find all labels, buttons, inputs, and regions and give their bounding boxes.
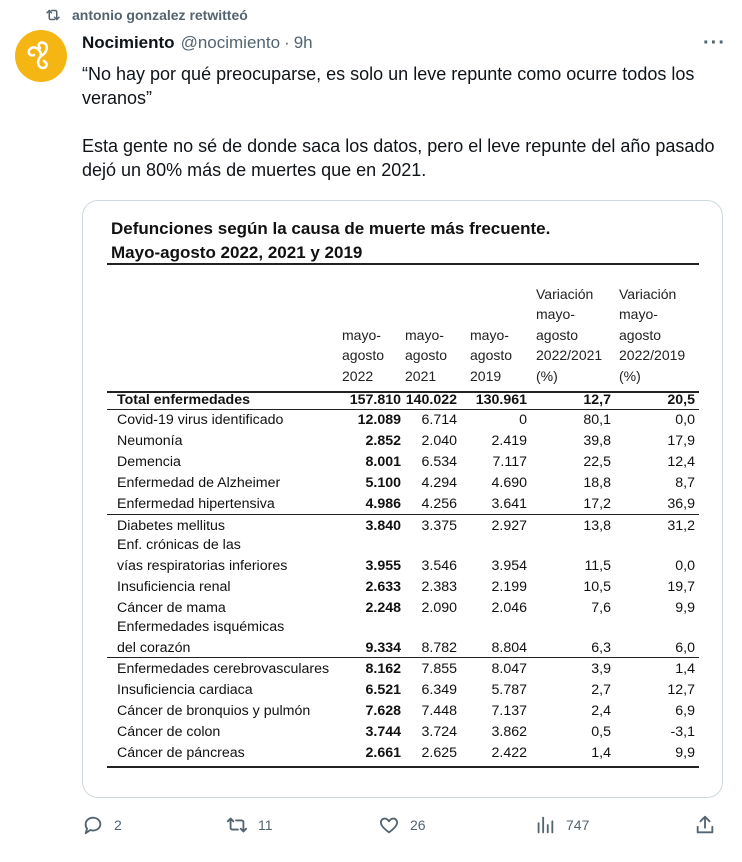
tweet-paragraph-2: Esta gente no sé de donde saca los datos, pero el leve repunte del año pasado dejó un 80% más de muertes que en 2021. <box>82 136 715 180</box>
table-row <box>107 681 699 702</box>
cell-var-2022-2021: 17,2 <box>583 496 611 512</box>
cell-var-2022-2021: 22,5 <box>583 454 611 470</box>
cell-mayo-2019: 130.961 <box>475 392 527 408</box>
header-line: mayo- <box>405 326 444 343</box>
cell-mayo-2019: 2.419 <box>491 433 527 449</box>
tweet-time[interactable]: 9h <box>293 33 313 52</box>
header-line: agosto <box>342 347 385 363</box>
table-row <box>107 474 699 495</box>
header-line: (%) <box>536 367 558 384</box>
cell-var-2022-2019: 8,7 <box>675 475 695 491</box>
header-line: agosto <box>619 326 662 343</box>
bottom-rule <box>107 766 699 768</box>
row-label: Cáncer de colon <box>117 724 221 740</box>
row-label: Enfermedades cerebrovasculares <box>117 661 330 677</box>
row-label: Neumonía <box>117 433 183 449</box>
cell-mayo-2021: 7.855 <box>421 661 457 677</box>
table-row <box>107 744 699 765</box>
retweet-icon <box>226 814 248 836</box>
cell-var-2022-2019: 31,2 <box>667 518 695 534</box>
row-label: Demencia <box>117 454 181 470</box>
row-label: vías respiratorias inferiores <box>117 558 288 574</box>
analytics-icon <box>534 814 556 836</box>
cell-mayo-2021: 6.534 <box>421 454 457 470</box>
cell-var-2022-2019: 17,9 <box>667 433 695 449</box>
row-label: Enfermedad de Alzheimer <box>117 475 281 491</box>
cell-var-2022-2019: 0,0 <box>675 558 695 574</box>
row-label-prefix: Enf. crónicas de las <box>117 537 241 553</box>
cell-var-2022-2019: 9,9 <box>675 745 695 761</box>
reply-button[interactable] <box>82 814 122 836</box>
cell-var-2022-2021: 13,8 <box>583 518 611 534</box>
share-button[interactable] <box>694 814 716 836</box>
table-row <box>107 723 699 744</box>
cell-var-2022-2021: 18,8 <box>583 475 611 491</box>
retweet-context-label: antonio gonzalez retwitteó <box>72 7 248 23</box>
cell-mayo-2021: 3.546 <box>421 558 457 574</box>
cell-mayo-2019: 4.690 <box>491 475 527 491</box>
col-header-var-2022-2021 <box>536 284 602 387</box>
table-title-line-1: Defunciones según la causa de muerte más frecuente. <box>111 219 551 238</box>
cell-var-2022-2019: 19,7 <box>667 579 695 595</box>
header-line: 2022/2021 <box>536 347 603 363</box>
cell-mayo-2021: 7.448 <box>421 703 457 719</box>
reply-count: 2 <box>114 817 122 833</box>
cell-mayo-2019: 7.117 <box>492 454 527 470</box>
views-button[interactable] <box>534 814 589 836</box>
header-line: mayo- <box>536 306 575 322</box>
cell-var-2022-2021: 10,5 <box>583 579 611 595</box>
cell-mayo-2022: 2.633 <box>365 579 401 595</box>
cell-mayo-2021: 2.383 <box>421 579 457 595</box>
cell-var-2022-2021: 3,9 <box>591 661 611 677</box>
header-line: Variación <box>619 285 677 302</box>
row-label-prefix: Enfermedades isquémicas <box>117 619 285 635</box>
table-row <box>107 517 699 538</box>
cell-mayo-2021: 4.256 <box>421 496 457 512</box>
header-line: 2021 <box>405 367 437 384</box>
cell-mayo-2021: 3.375 <box>421 518 457 534</box>
cell-mayo-2021: 2.625 <box>421 745 457 761</box>
table-total-row <box>107 391 699 412</box>
share-icon <box>694 814 716 836</box>
separator-dot: · <box>284 33 290 52</box>
table-row <box>107 495 699 516</box>
cell-var-2022-2021: 6,3 <box>591 640 611 656</box>
header-line: 2019 <box>470 367 502 384</box>
heart-icon <box>378 814 400 836</box>
cell-var-2022-2021: 11,5 <box>584 558 611 574</box>
retweet-icon <box>44 6 62 24</box>
table-row <box>107 453 699 474</box>
cell-var-2022-2021: 0,5 <box>591 724 611 740</box>
col-header-mayo-2021 <box>405 325 447 387</box>
cell-mayo-2021: 6.349 <box>421 682 457 698</box>
tweet-text <box>82 62 722 182</box>
cell-mayo-2022: 2.248 <box>365 600 401 616</box>
header-line: (%) <box>619 367 641 384</box>
table-title <box>111 217 550 265</box>
row-label: del corazón <box>117 640 191 656</box>
cell-mayo-2022: 5.100 <box>365 475 401 491</box>
cell-mayo-2022: 9.334 <box>365 640 401 656</box>
cell-mayo-2019: 7.137 <box>491 703 527 719</box>
col-header-var-2022-2019 <box>619 284 685 387</box>
table-row <box>107 619 699 660</box>
table-title-line-2: Mayo-agosto 2022, 2021 y 2019 <box>111 243 363 262</box>
cell-mayo-2022: 7.628 <box>365 703 401 719</box>
row-label: Total enfermedades <box>117 392 250 408</box>
cell-var-2022-2021: 2,7 <box>591 682 611 698</box>
retweet-count: 11 <box>258 817 273 833</box>
cell-mayo-2021: 8.782 <box>421 640 457 656</box>
cell-mayo-2021: 4.294 <box>421 475 457 491</box>
cell-mayo-2022: 3.955 <box>365 558 401 574</box>
cell-mayo-2019: 2.422 <box>491 745 527 761</box>
author-handle[interactable]: @nocimiento <box>180 33 281 52</box>
cell-mayo-2019: 8.047 <box>491 661 527 677</box>
header-line: 2022 <box>342 367 374 384</box>
cell-mayo-2019: 2.046 <box>491 600 527 616</box>
title-rule <box>107 263 699 265</box>
cell-var-2022-2019: 12,4 <box>667 454 695 470</box>
table-row <box>107 599 699 620</box>
cell-mayo-2022: 2.852 <box>365 433 401 449</box>
retweet-context[interactable] <box>44 6 248 24</box>
cell-var-2022-2019: 1,4 <box>675 661 695 677</box>
table-row <box>107 537 699 578</box>
cell-mayo-2022: 3.840 <box>365 518 401 534</box>
cell-mayo-2019: 5.787 <box>491 682 527 698</box>
tweet-header <box>82 33 726 53</box>
more-options-icon[interactable]: ··· <box>703 32 726 54</box>
col-header-mayo-2022 <box>342 325 384 387</box>
cell-mayo-2019: 8.804 <box>491 640 527 656</box>
cell-mayo-2019: 3.954 <box>491 558 527 574</box>
cell-mayo-2019: 3.641 <box>491 496 527 512</box>
cell-var-2022-2019: 6,9 <box>675 703 695 719</box>
cell-var-2022-2021: 80,1 <box>583 412 611 428</box>
header-line: mayo- <box>619 306 658 322</box>
cell-mayo-2021: 6.714 <box>421 412 457 428</box>
table-row <box>107 702 699 723</box>
table-row <box>107 411 699 432</box>
cell-mayo-2021: 140.022 <box>405 392 457 408</box>
cell-var-2022-2019: -3,1 <box>670 724 695 740</box>
cell-mayo-2022: 3.744 <box>365 724 401 740</box>
cell-var-2022-2021: 1,4 <box>591 745 611 761</box>
header-line: agosto <box>470 347 513 363</box>
cell-var-2022-2019: 12,7 <box>667 682 695 698</box>
cell-mayo-2022: 8.162 <box>365 661 401 677</box>
header-line: mayo- <box>342 326 381 343</box>
row-label: Enfermedad hipertensiva <box>117 496 275 512</box>
cell-mayo-2019: 3.862 <box>491 724 527 740</box>
col-header-mayo-2019 <box>470 325 512 387</box>
row-label: Cáncer de bronquios y pulmón <box>117 703 311 719</box>
view-count: 747 <box>566 817 590 833</box>
cell-var-2022-2021: 39,8 <box>583 433 611 449</box>
cell-mayo-2019: 2.927 <box>491 518 527 534</box>
cell-mayo-2021: 2.040 <box>421 433 457 449</box>
cell-mayo-2019: 2.199 <box>491 579 527 595</box>
header-line: Variación <box>536 285 594 302</box>
cell-var-2022-2019: 0,0 <box>675 412 695 428</box>
cell-var-2022-2019: 9,9 <box>675 600 695 616</box>
avatar[interactable] <box>15 30 67 82</box>
cell-var-2022-2019: 36,9 <box>667 496 695 512</box>
cell-mayo-2019: 0 <box>519 412 527 428</box>
row-label: Cáncer de mama <box>117 600 226 616</box>
cell-var-2022-2019: 20,5 <box>667 392 695 408</box>
author-name[interactable]: Nocimiento <box>82 33 175 52</box>
cell-var-2022-2021: 2,4 <box>591 703 611 719</box>
table-row <box>107 660 699 681</box>
row-label: Cáncer de páncreas <box>117 745 245 761</box>
media-image[interactable] <box>82 200 723 798</box>
cell-mayo-2022: 12.089 <box>357 412 401 428</box>
table-row <box>107 432 699 453</box>
cell-mayo-2022: 2.661 <box>365 745 401 761</box>
row-label: Insuficiencia cardiaca <box>117 682 253 698</box>
cell-var-2022-2019: 6,0 <box>675 640 695 656</box>
tweet-actions <box>82 812 722 840</box>
table-row <box>107 578 699 599</box>
cell-mayo-2021: 2.090 <box>421 600 457 616</box>
like-count: 26 <box>410 817 426 833</box>
retweet-button[interactable] <box>226 814 273 836</box>
like-button[interactable] <box>378 814 426 836</box>
header-line: 2022/2019 <box>619 347 686 363</box>
cell-mayo-2021: 3.724 <box>421 724 457 740</box>
reply-icon <box>82 814 104 836</box>
cell-mayo-2022: 157.810 <box>349 392 401 408</box>
header-line: mayo- <box>470 326 509 343</box>
tweet-paragraph-1: “No hay por qué preocuparse, es solo un leve repunte como ocurre todos los veranos” <box>82 64 695 108</box>
row-label: Diabetes mellitus <box>117 518 226 534</box>
row-label: Insuficiencia renal <box>117 579 231 595</box>
triskele-logo-icon <box>21 36 61 76</box>
header-line: agosto <box>405 347 448 363</box>
header-line: agosto <box>536 326 579 343</box>
cell-var-2022-2021: 7,6 <box>591 600 611 616</box>
cell-mayo-2022: 6.521 <box>365 682 401 698</box>
cell-var-2022-2021: 12,7 <box>583 392 611 408</box>
cell-mayo-2022: 4.986 <box>365 496 401 512</box>
row-label: Covid-19 virus identificado <box>117 412 284 428</box>
cell-mayo-2022: 8.001 <box>365 454 401 470</box>
